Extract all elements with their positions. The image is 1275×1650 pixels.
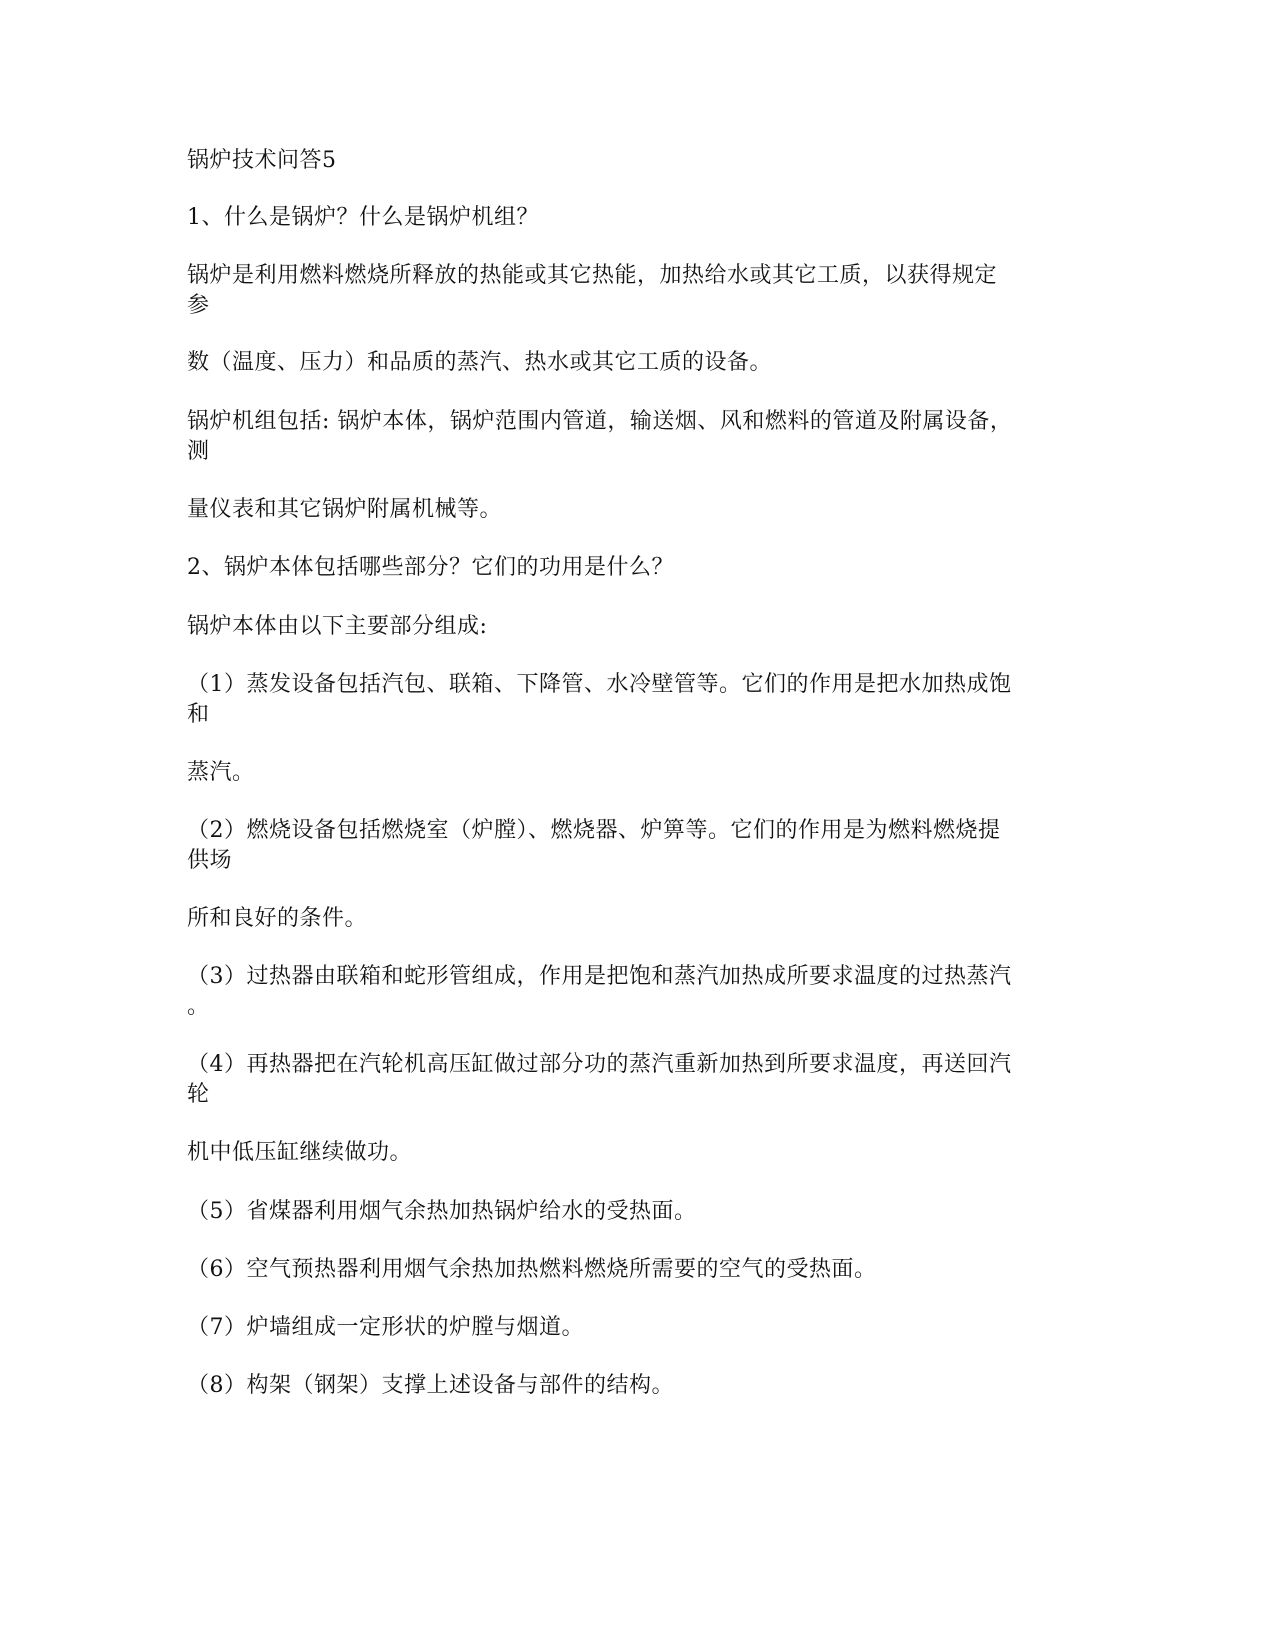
answer-1-line-1: 锅炉是利用燃料燃烧所释放的热能或其它热能，加热给水或其它工质，以获得规定 <box>187 263 998 288</box>
answer-1-line-4: 锅炉机组包括: 锅炉本体，锅炉范围内管道，输送烟、风和燃料的管道及附属设备， <box>187 409 1013 434</box>
item-2-line-3: 所和良好的条件。 <box>187 906 368 931</box>
item-2-line-1: （2）燃烧设备包括燃烧室（炉膛）、燃烧器、炉箅等。它们的作用是为燃料燃烧提 <box>187 818 1001 843</box>
answer-1-line-2: 参 <box>187 293 210 318</box>
item-1-line-1: （1）蒸发设备包括汽包、联箱、下降管、水冷壁管等。它们的作用是把水加热成饱 <box>187 672 1012 697</box>
item-1-line-3: 蒸汽。 <box>187 760 255 785</box>
item-4-line-1: （4）再热器把在汽轮机高压缸做过部分功的蒸汽重新加热到所要求温度，再送回汽 <box>187 1052 1012 1077</box>
question-1: 1、什么是锅炉？什么是锅炉机组？ <box>187 205 539 230</box>
item-7: （7）炉墙组成一定形状的炉膛与烟道。 <box>187 1315 584 1340</box>
question-2: 2、锅炉本体包括哪些部分？它们的功用是什么？ <box>187 555 674 580</box>
item-4-line-2: 轮 <box>187 1082 210 1107</box>
item-4-line-3: 机中低压缸继续做功。 <box>187 1140 413 1165</box>
answer-1-line-3: 数（温度、压力）和品质的蒸汽、热水或其它工质的设备。 <box>187 350 773 375</box>
item-8: （8）构架（钢架）支撑上述设备与部件的结构。 <box>187 1373 674 1398</box>
item-1-line-2: 和 <box>187 702 210 727</box>
answer-1-line-6: 量仪表和其它锅炉附属机械等。 <box>187 497 503 522</box>
item-5: （5）省煤器利用烟气余热加热锅炉给水的受热面。 <box>187 1199 697 1224</box>
item-2-line-2: 供场 <box>187 848 233 873</box>
item-6: （6）空气预热器利用烟气余热加热燃料燃烧所需要的空气的受热面。 <box>187 1257 877 1282</box>
item-3-line-2: 。 <box>187 994 210 1019</box>
item-3-line-1: （3）过热器由联箱和蛇形管组成，作用是把饱和蒸汽加热成所要求温度的过热蒸汽 <box>187 964 1012 989</box>
answer-2-intro: 锅炉本体由以下主要部分组成: <box>187 614 488 639</box>
document-title: 锅炉技术问答5 <box>187 148 337 173</box>
answer-1-line-5: 测 <box>187 439 210 464</box>
